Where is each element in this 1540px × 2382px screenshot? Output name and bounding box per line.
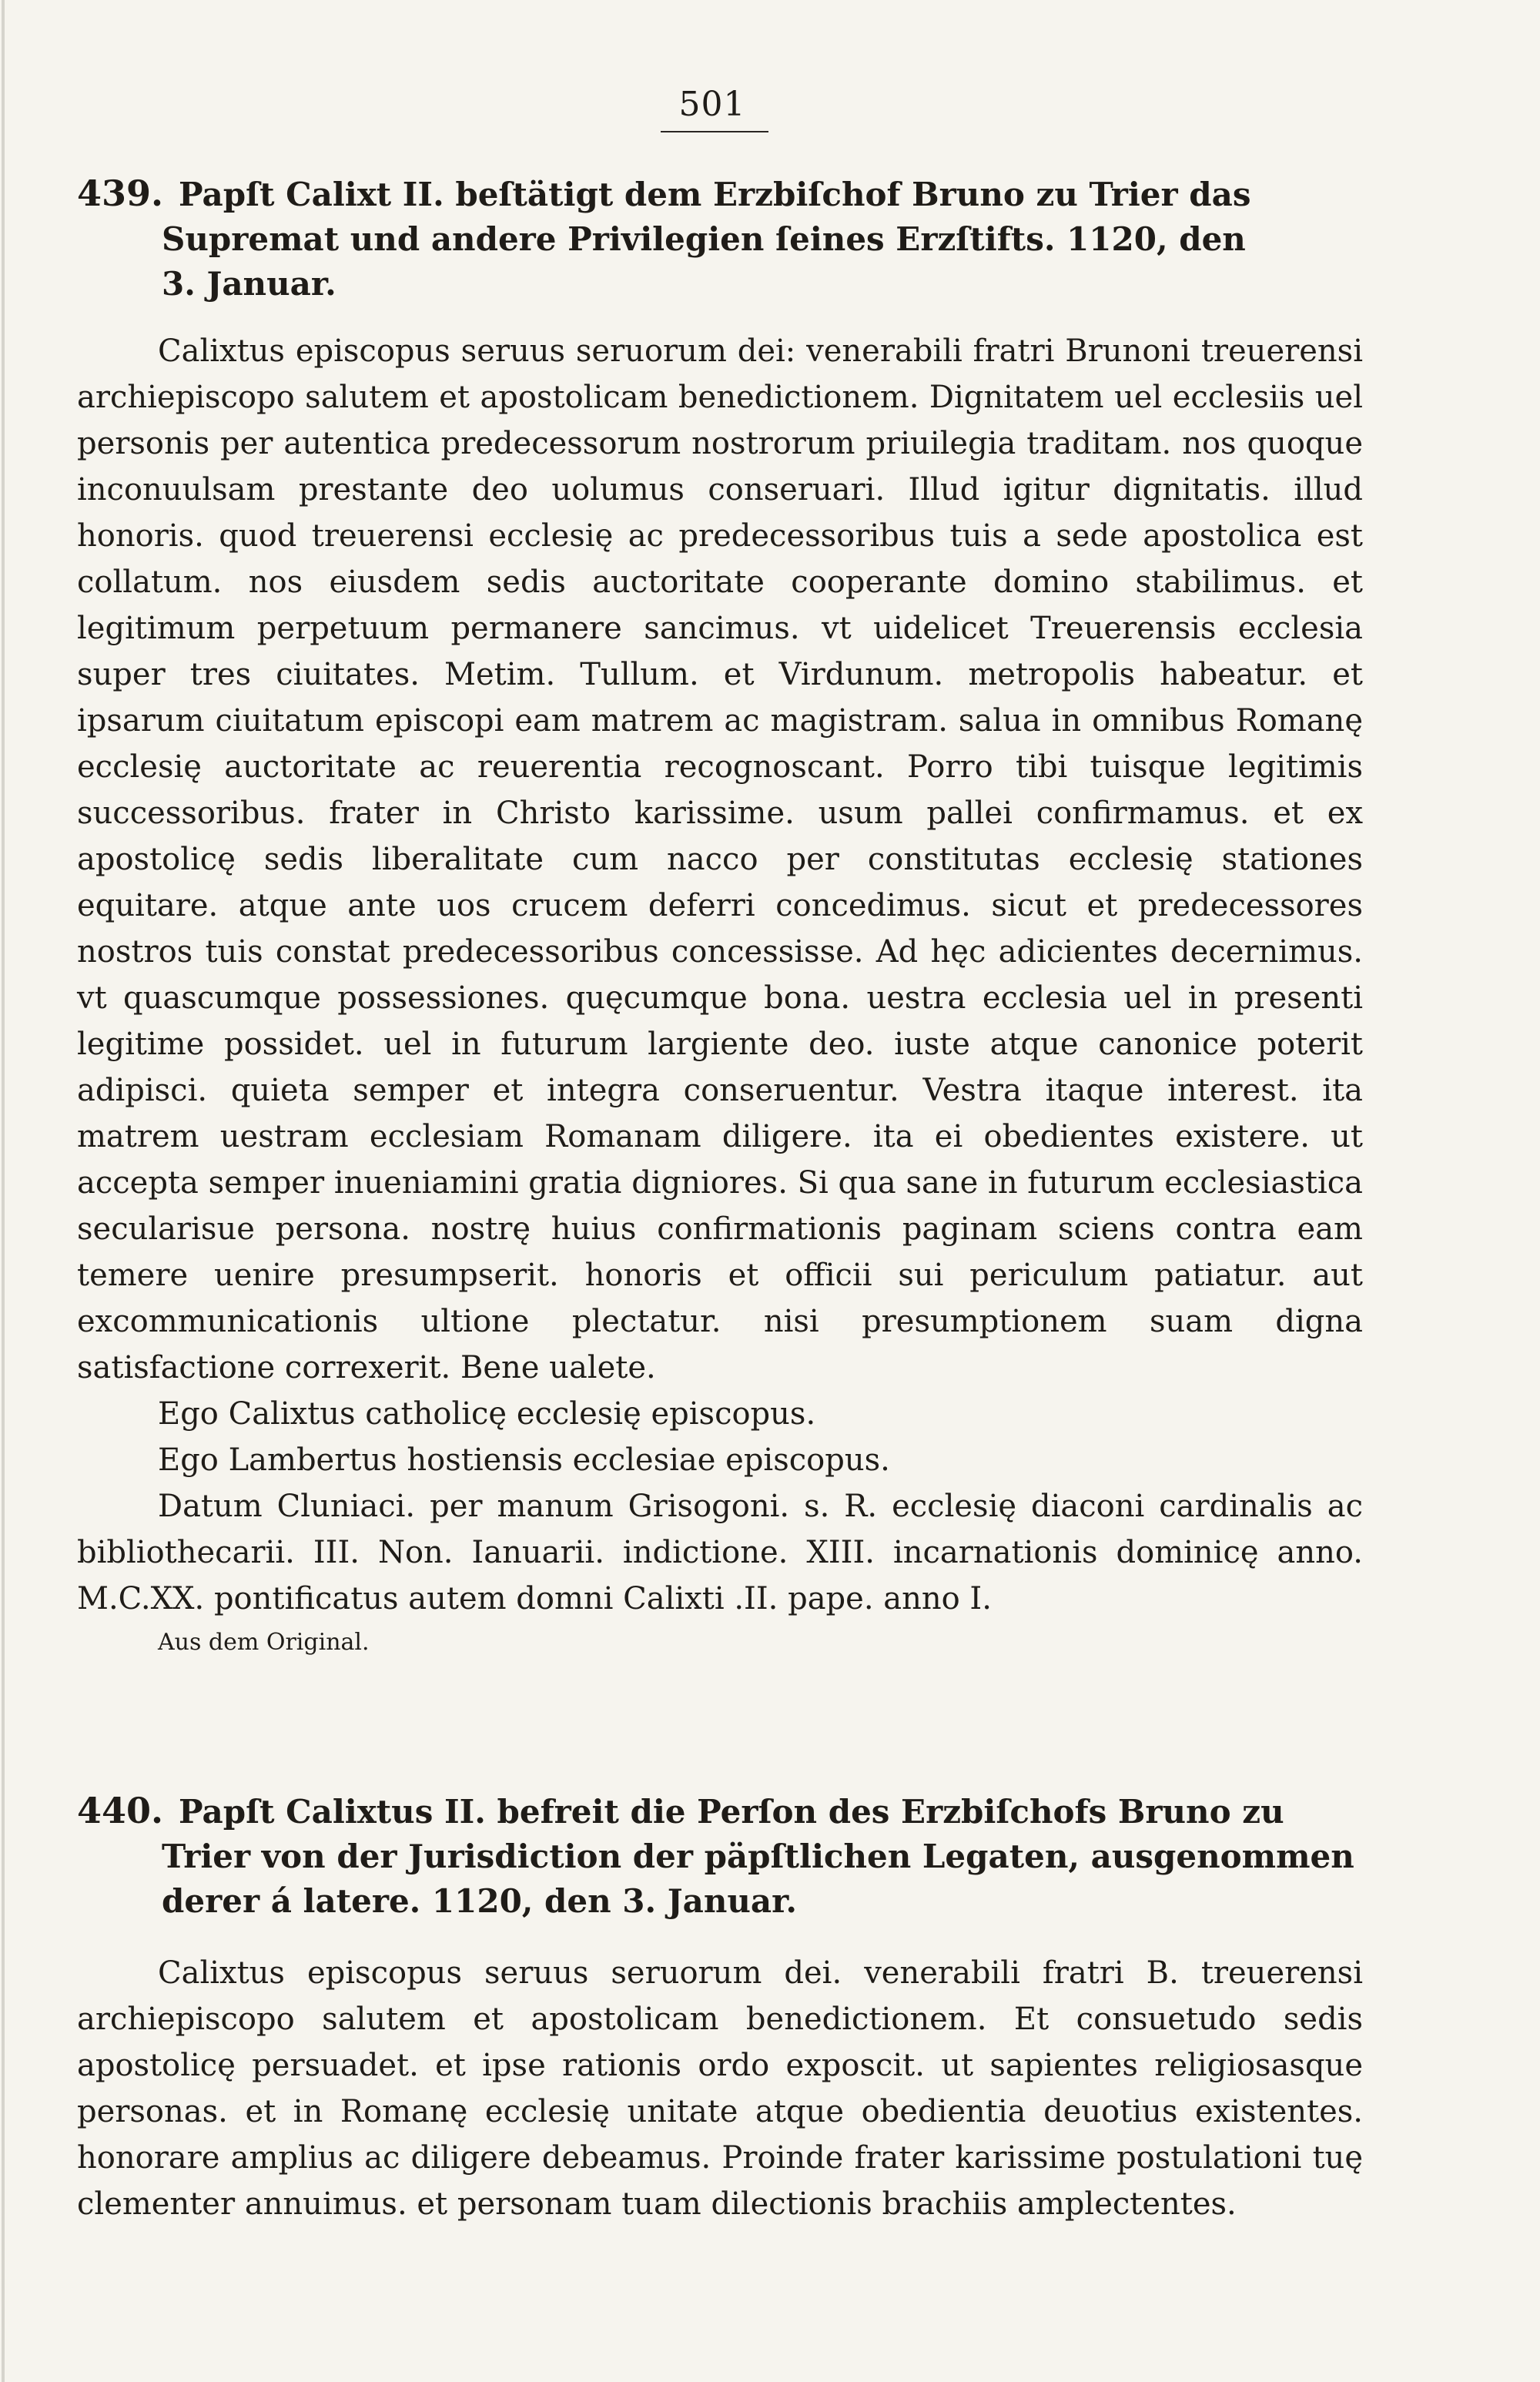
document-439-heading — [77, 171, 1363, 307]
document-439-source-note: Aus dem Original. — [158, 1629, 370, 1656]
document-439-number: 439. — [77, 173, 164, 214]
document-440-heading-line-1: Papſt Calixtus II. befreit die Perſon des Erzbiſchofs Bruno zu — [179, 1793, 1284, 1831]
document-440-heading-line-2: Trier von der Jurisdiction der päpſtlichen Legaten, ausgenommen — [162, 1838, 1354, 1875]
document-439-heading-line-2: Supremat und andere Privilegien ſeines Erzſtifts. 1120, den — [162, 220, 1246, 258]
document-440-number: 440. — [77, 1790, 164, 1831]
document-439-signatures — [77, 1391, 1363, 1622]
document-439-paragraph: Calixtus episcopus seruus seruorum dei: venerabili fratri Brunoni treuerensi archiepiscopo salutem et apostolicam benedictionem. Dignitatem uel ecclesiis uel personis per autentica predecessorum nostrorum priuilegia traditam. nos quoque inconuulsam prestante deo uolumus conseruari. Illud igitur dignitatis. illud honoris. quod treuerensi ecclesię ac predecessoribus tuis a sede apostolica est collatum. nos eiusdem sedis auctoritate cooperante domino stabilimus. et legitimum perpetuum permanere sancimus. vt uidelicet Treuerensis ecclesia super tres ciuitates. Metim. Tullum. et Virdunum. metropolis habeatur. et ipsarum ciuitatum episcopi eam matrem ac magistram. salua in omnibus Romanę ecclesię auctoritate ac reuerentia recognoscant. Porro tibi tuisque legitimis successoribus. frater in Christo karissime. usum pallei confirmamus. et ex apostolicę sedis liberalitate cum nacco per constitutas ecclesię stationes equitare. atque ante uos crucem deferri concedimus. sicut et predecessores nostros tuis constat predecessoribus concessisse. Ad hęc adicientes decernimus. vt quascumque possessiones. quęcumque bona. uestra ecclesia uel in presenti legitime possidet. uel in futurum largiente deo. iuste atque canonice poterit adipisci. quieta semper et integra conseruentur. Vestra itaque interest. ita matrem uestram ecclesiam Romanam diligere. ita ei obedientes existere. ut accepta semper inueniamini gratia digniores. Si qua sane in futurum ecclesiastica secularisue persona. nostrę huius confirmationis paginam sciens contra eam temere uenire presumpserit. honoris et officii sui periculum patiatur. aut excommunicationis ultione plectatur. nisi presumptionem suam digna satisfactione correxerit. Bene ualete. — [77, 333, 1363, 1385]
signature-calixtus: Ego Calixtus catholicę ecclesię episcopus. — [158, 1396, 816, 1432]
document-439-heading-line-3: 3. Januar. — [162, 265, 336, 303]
document-440-heading-line-3: derer á latere. 1120, den 3. Januar. — [162, 1882, 798, 1920]
document-440-heading — [77, 1788, 1363, 1924]
document-440 — [77, 1788, 1363, 2227]
signature-lambertus: Ego Lambertus hostiensis ecclesiae episcopus. — [158, 1442, 890, 1478]
document-439-heading-line-1: Papſt Calixt II. beſtätigt dem Erzbiſchof Bruno zu Trier das — [179, 176, 1251, 213]
document-440-text — [77, 1950, 1363, 2227]
page-number-rule — [661, 131, 768, 132]
document-439-datum: Datum Cluniaci. per manum Grisogoni. s. R. ecclesię diaconi cardinalis ac bibliothecarii. III. Non. Ianuarii. indictione. XIII. incarnationis dominicę anno. M.C.XX. pontificatus autem domni Calixti .II. pape. anno I. — [77, 1489, 1363, 1616]
page-edge-shadow — [2, 0, 5, 2382]
document-440-paragraph: Calixtus episcopus seruus seruorum dei. venerabili fratri B. treuerensi archiepiscopo salutem et apostolicam benedictionem. Et consuetudo sedis apostolicę persuadet. et ipse rationis ordo exposcit. ut sapientes religiosasque personas. et in Romanę ecclesię unitate atque obedientia deuotius existentes. honorare amplius ac diligere debeamus. Proinde frater karissime postulationi tuę clementer annuimus. et personam tuam dilectionis brachiis amplectentes. — [77, 1955, 1363, 2222]
page-number: 501 — [678, 85, 746, 124]
document-439 — [77, 171, 1363, 1660]
document-439-text — [77, 328, 1363, 1391]
